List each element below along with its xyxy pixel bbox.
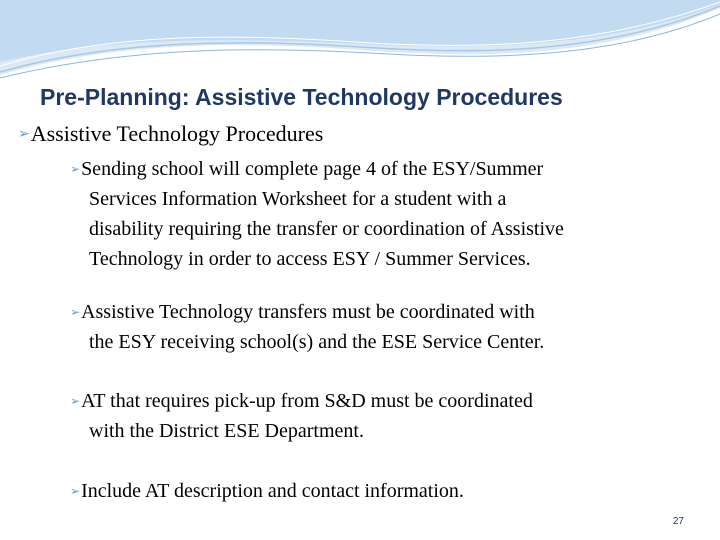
main-bullet-text: Assistive Technology Procedures: [30, 121, 324, 146]
arrow-bullet-icon: ➢: [70, 162, 81, 176]
sub-bullet-4: [70, 476, 630, 506]
sub-bullet-1: [70, 154, 630, 274]
sub-bullet-1-line-2: Services Information Worksheet for a student with a: [89, 188, 507, 210]
page-number: 27: [672, 516, 684, 527]
arrow-bullet-icon: ➢: [70, 394, 81, 408]
slide-title: Pre-Planning: Assistive Technology Procedures: [40, 84, 563, 110]
sub-bullet-2-line-1: ➢Assistive Technology transfers must be coordinated with: [70, 297, 630, 327]
sub-bullet-1-line-3: disability requiring the transfer or coordination of Assistive: [89, 218, 564, 240]
sub-bullet-3: [70, 386, 630, 446]
sub-bullet-4-line-1: ➢Include AT description and contact information.: [70, 476, 630, 506]
sub-bullet-1-line-1: ➢Sending school will complete page 4 of the ESY/Summer: [70, 154, 630, 184]
arrow-bullet-icon: ➢: [70, 484, 81, 498]
sub-bullet-2: [70, 297, 630, 357]
sub-bullet-3-line-1: ➢AT that requires pick-up from S&D must be coordinated: [70, 386, 630, 416]
arrow-bullet-icon: ➢: [18, 127, 30, 142]
arrow-bullet-icon: ➢: [70, 305, 81, 319]
header-wave-decoration: [0, 0, 720, 90]
main-bullet: [18, 121, 323, 147]
sub-bullet-3-line-2: with the District ESE Department.: [89, 420, 364, 442]
sub-bullet-2-line-2: the ESY receiving school(s) and the ESE Service Center.: [89, 331, 545, 353]
sub-bullet-1-line-4: Technology in order to access ESY / Summer Services.: [89, 248, 531, 270]
